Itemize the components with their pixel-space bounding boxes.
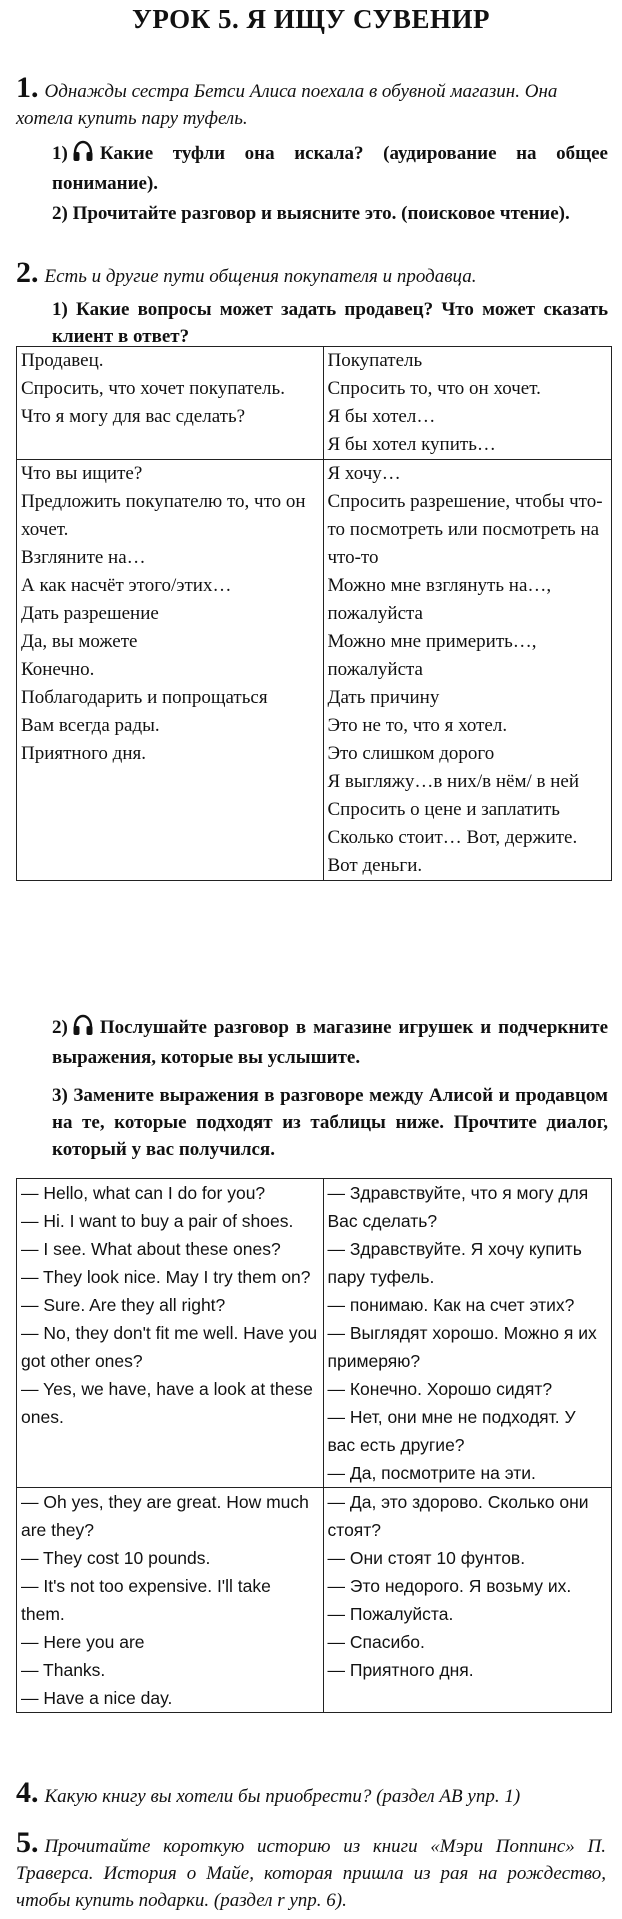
sub-text: Послушайте разговор в магазине игрушек и подчеркните выражения, которые вы услышите. [52, 1017, 608, 1068]
dialogue-line: — Здравствуйте. Я хочу купить пару туфель. [327, 1239, 582, 1287]
table-line: Сколько стоит… Вот, держите. [327, 827, 578, 848]
table-line: Дать разрешение [21, 603, 159, 624]
dialogue-line: — No, they don't fit me well. Have you got other ones? [21, 1323, 318, 1371]
table-line: Конечно. [21, 659, 95, 680]
table-line: Что вы ищите? [21, 463, 143, 484]
task-2-sub-3: 3) Замените выражения в разговоре между Алисой и продавцом на те, которые подходят из таблицы ниже. Прочтите диалог, который у вас получился. [52, 1085, 608, 1160]
task-1-sub-1 [52, 140, 608, 197]
table-line: Поблагодарить и попрощаться [21, 687, 268, 708]
dialogue-line: — Конечно. Хорошо сидят? [327, 1379, 553, 1399]
task-text: Прочитайте короткую историю из книги «Мэри Поппинс» П. Траверса. История о Майе, которая пришла из рая на рождество, чтобы купить подарки. (раздел r упр. 6). [16, 1836, 606, 1911]
table-line: Спросить разрешение, чтобы что-то посмотреть или посмотреть на что-то [327, 491, 603, 568]
dialogue-line: — Спасибо. [327, 1632, 425, 1652]
seller-phrases-cell [17, 460, 324, 881]
task-intro: Однажды сестра Бетси Алиса поехала в обувной магазин. Она хотела купить пару туфель. [16, 81, 558, 129]
dialogue-line: — Have a nice day. [21, 1688, 173, 1708]
dialogue-line: — Thanks. [21, 1660, 106, 1680]
table-line: Что я могу для вас сделать? [21, 406, 246, 427]
table-line: Я хочу… [327, 463, 401, 484]
sub-number: 1) [52, 143, 68, 164]
dialogue-line: — Пожалуйста. [327, 1604, 454, 1624]
task-1 [16, 71, 606, 132]
sub-text: Какие туфли она искала? (аудирование на общее понимание). [52, 143, 608, 194]
dialogue-line: — Они стоят 10 фунтов. [327, 1548, 526, 1568]
roles-table [16, 346, 612, 881]
table-line: Это слишком дорого [327, 743, 495, 764]
task-text: Какую книгу вы хотели бы приобрести? (раздел АВ упр. 1) [44, 1786, 521, 1807]
task-number: 2. [16, 256, 39, 289]
dialogue-line: — Здравствуйте, что я могу для Вас сделать? [327, 1183, 589, 1231]
task-2-sub-2 [52, 1014, 608, 1071]
table-line: Я бы хотел… [327, 406, 436, 427]
task-number: 1. [16, 71, 39, 104]
table-line: Предложить покупателю то, что он хочет. [21, 491, 306, 540]
table-line: Да, вы можете [21, 631, 138, 652]
task-1-sub-2: 2) Прочитайте разговор и выясните это. (поисковое чтение). [52, 203, 570, 224]
dialogue-line: — They cost 10 pounds. [21, 1548, 211, 1568]
dialogue-line: — Да, это здорово. Сколько они стоят? [327, 1492, 589, 1540]
table-line: Это не то, что я хотел. [327, 715, 508, 736]
table-line: Приятного дня. [21, 743, 146, 764]
table-line: Дать причину [327, 687, 440, 708]
table-line: Продавец. [21, 350, 104, 371]
dialogue-line: — Oh yes, they are great. How much are they? [21, 1492, 309, 1540]
task-2-sub-1: 1) Какие вопросы может задать продавец? Что может сказать клиент в ответ? [52, 299, 608, 347]
buyer-phrases-cell [323, 460, 612, 881]
dialogue-line: — Sure. Are they all right? [21, 1295, 226, 1315]
dialogue-line: — Это недорого. Я возьму их. [327, 1576, 572, 1596]
dialogue-line: — Hello, what can I do for you? [21, 1183, 266, 1203]
buyer-header-cell [323, 347, 612, 460]
sub-number: 2) [52, 1017, 68, 1038]
task-5 [16, 1826, 606, 1914]
dialogue-line: — понимаю. Как на счет этих? [327, 1295, 575, 1315]
table-line: Можно мне примерить…, пожалуйста [327, 631, 537, 680]
english-dialogue-cell-2 [17, 1488, 324, 1713]
task-intro: Есть и другие пути общения покупателя и продавца. [44, 266, 477, 287]
dialogue-line: — Приятного дня. [327, 1660, 474, 1680]
table-line: Спросить то, что он хочет. [327, 378, 541, 399]
english-dialogue-cell-1 [17, 1179, 324, 1488]
table-line: Взгляните на… [21, 547, 146, 568]
dialogue-line: — They look nice. May I try them on? [21, 1267, 311, 1287]
russian-dialogue-cell-2 [323, 1488, 612, 1713]
table-line: Вот деньги. [327, 855, 423, 876]
table-line: Я выгляжу…в них/в нём/ в ней [327, 771, 580, 792]
table-line: Я бы хотел купить… [327, 434, 496, 455]
dialogue-line: — I see. What about these ones? [21, 1239, 281, 1259]
table-line: Покупатель [327, 350, 423, 371]
dialogue-line: — Hi. I want to buy a pair of shoes. [21, 1211, 294, 1231]
dialogue-line: — Here you are [21, 1632, 145, 1652]
page-title: УРОК 5. Я ИЩУ СУВЕНИР [132, 4, 490, 34]
table-line: Спросить, что хочет покупатель. [21, 378, 285, 399]
russian-dialogue-cell-1 [323, 1179, 612, 1488]
dialogue-line: — Нет, они мне не подходят. У вас есть другие? [327, 1407, 576, 1455]
task-2 [16, 256, 606, 290]
task-number: 5. [16, 1826, 39, 1859]
dialogue-line: — Yes, we have, have a look at these ones. [21, 1379, 313, 1427]
headphones-icon [72, 1014, 94, 1044]
dialogue-line: — Выглядят хорошо. Можно я их примеряю? [327, 1323, 597, 1371]
table-line: Можно мне взглянуть на…, пожалуйста [327, 575, 552, 624]
table-line: Вам всегда рады. [21, 715, 160, 736]
dialogue-line: — Да, посмотрите на эти. [327, 1463, 536, 1483]
dialogue-table [16, 1178, 612, 1713]
headphones-icon [72, 140, 94, 170]
seller-header-cell [17, 347, 324, 460]
table-line: А как насчёт этого/этих… [21, 575, 232, 596]
table-line: Спросить о цене и заплатить [327, 799, 560, 820]
dialogue-line: — It's not too expensive. I'll take them. [21, 1576, 271, 1624]
task-number: 4. [16, 1776, 39, 1809]
task-4 [16, 1776, 606, 1810]
